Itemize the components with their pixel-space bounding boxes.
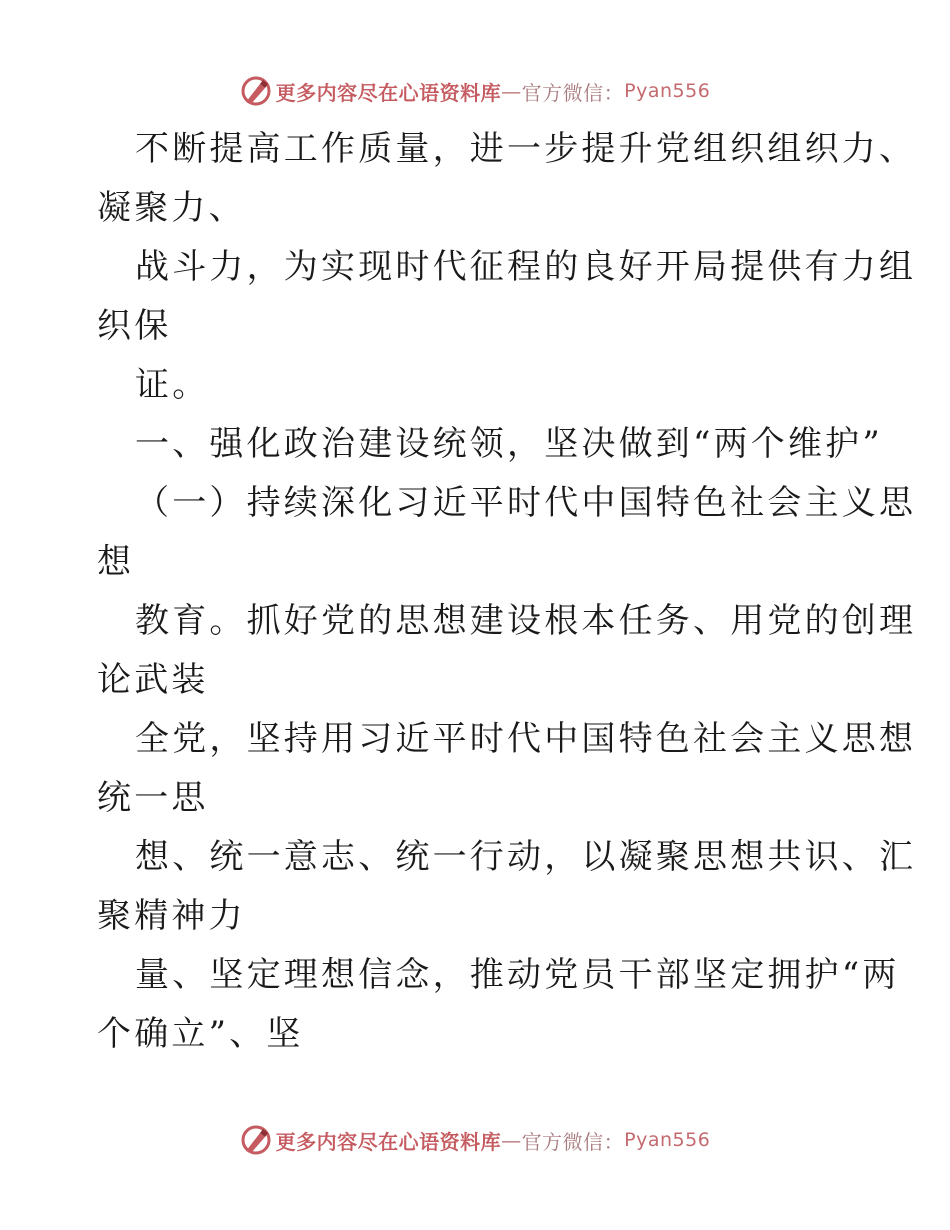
watermark-label: 官方微信： [521, 80, 625, 105]
body-line: 想 [97, 542, 135, 582]
watermark-account: Pyan556 [624, 1129, 711, 1151]
section-heading: 一、强化政治建设统领，坚决做到“两个维护” [135, 424, 883, 464]
body-line: 想、统一意志、统一行动，以凝聚思想共识、汇 [135, 837, 917, 877]
body-line: 个确立”、坚 [97, 1014, 304, 1054]
watermark-label: 官方微信： [521, 1129, 625, 1154]
body-line: 聚精神力 [97, 896, 246, 936]
header-watermark [0, 74, 950, 108]
body-line: 统一思 [97, 778, 209, 818]
document-body [97, 120, 917, 1064]
pen-circle-logo-icon [240, 1124, 272, 1156]
body-line: 论武装 [97, 660, 209, 700]
watermark-account: Pyan556 [624, 80, 711, 102]
footer-watermark [0, 1123, 950, 1157]
body-line: 量、坚定理想信念，推动党员干部坚定拥护“两 [135, 955, 900, 995]
watermark-brand: 更多内容尽在心语资料库 [275, 80, 502, 105]
body-line: 战斗力，为实现时代征程的良好开局提供有力组 [135, 247, 917, 287]
watermark-separator: — [501, 79, 522, 103]
body-line: 教育。抓好党的思想建设根本任务、用党的创理 [135, 601, 917, 641]
body-line: 凝聚力、 [97, 188, 246, 228]
body-line: 织保 [97, 306, 172, 346]
body-line: 不断提高工作质量，进一步提升党组织组织力、 [135, 129, 917, 169]
body-line: 全党，坚持用习近平时代中国特色社会主义思想 [135, 719, 917, 759]
watermark-brand: 更多内容尽在心语资料库 [275, 1129, 502, 1154]
body-line: 证。 [135, 365, 210, 405]
subsection-heading: （一）持续深化习近平时代中国特色社会主义思 [135, 483, 917, 523]
pen-circle-logo-icon [240, 75, 272, 107]
watermark-separator: — [501, 1128, 522, 1152]
